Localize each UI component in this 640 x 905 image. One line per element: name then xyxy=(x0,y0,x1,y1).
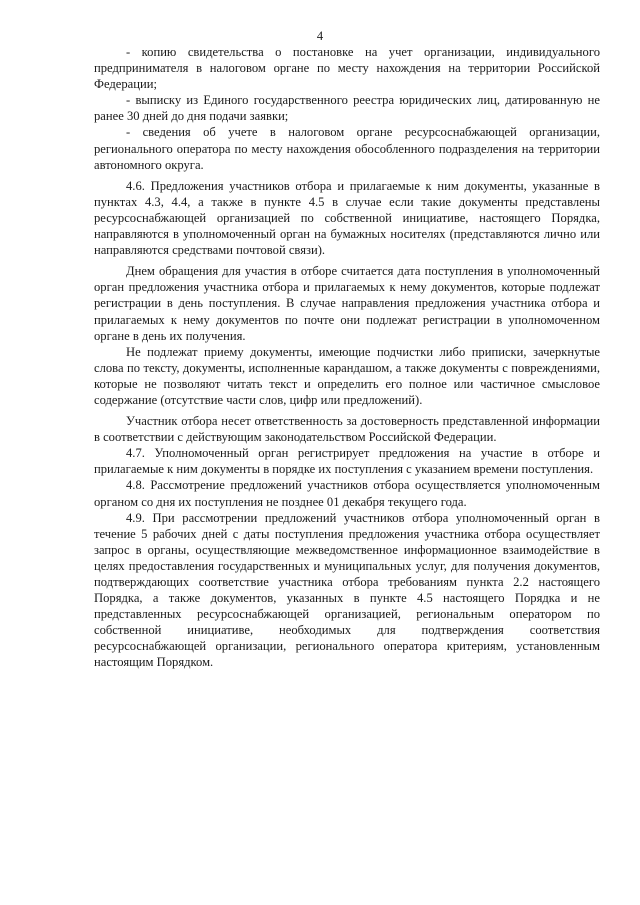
paragraph-participant-responsibility: Участник отбора несет ответственность за достоверность представленной информации в соответствии с действующим законодательством Российской Федерации. xyxy=(94,414,600,445)
paragraph-4-6: 4.6. Предложения участников отбора и прилагаемые к ним документы, указанные в пунктах 4.3, 4.4, а также в пункте 4.5 в случае если такие документы представлены ресурсоснабжающей организацией по собственной инициативе, настоящего Порядка, направляются в уполномоченный орган на бумажных носителях (представляются лично или направляются средствами почтовой связи). xyxy=(94,178,600,258)
paragraph-application-date: Днем обращения для участия в отборе считается дата поступления в уполномоченный орган предложения участника отбора и прилагаемых к нему документов, которые подлежат регистрации в день поступления. В случае направления предложения участника отбора и прилагаемых к нему документов по почте они подлежат регистрации в уполномоченном органе в день их получения. xyxy=(94,264,600,343)
page-number: 4 xyxy=(316,29,324,43)
paragraph-4-8: 4.8. Рассмотрение предложений участников отбора осуществляется уполномоченным органом со дня их поступления не позднее 01 декабря текущего года. xyxy=(94,478,600,509)
document-body xyxy=(94,44,600,671)
paragraph-tax-registration-certificate: - копию свидетельства о постановке на учет организации, индивидуального предпринимателя в налоговом органе по месту нахождения на территории Российской Федерации; xyxy=(94,45,600,92)
paragraph-4-9: 4.9. При рассмотрении предложений участников отбора уполномоченный орган в течение 5 рабочих дней с даты поступления предложения участника отбора осуществляет запрос в органы, осуществляющие межведомственное информационное взаимодействие в целях предоставления государственных и муниципальных услуг, для получения документов, подтверждающих соответствие участника отбора требованиям пункта 2.2 настоящего Порядка, а также документов, указанных в пункте 4.5 настоящего Порядка и не представленных ресурсоснабжающей организацией, региональным оператором по собственной инициативе, необходимых для подтверждения соответствия ресурсоснабжающей организации, регионального оператора критериям, установленным настоящим Порядком. xyxy=(94,510,600,670)
paragraph-egrul-extract: - выписку из Единого государственного реестра юридических лиц, датированную не ранее 30 дней до дня подачи заявки; xyxy=(94,93,600,124)
paragraph-4-7: 4.7. Уполномоченный орган регистрирует предложения на участие в отборе и прилагаемые к ним документы в порядке их поступления с указанием времени поступления. xyxy=(94,446,600,477)
paragraph-tax-registration-info: - сведения об учете в налоговом органе ресурсоснабжающей организации, регионального оператора по месту нахождения обособленного подразделения на территории автономного округа. xyxy=(94,125,600,172)
paragraph-rejected-documents: Не подлежат приему документы, имеющие подчистки либо приписки, зачеркнутые слова по тексту, документы, исполненные карандашом, а также документы с повреждениями, которые не позволяют читать текст и определить его полное или частичное смысловое содержание (отсутствие части слов, цифр или предложений). xyxy=(94,344,600,407)
